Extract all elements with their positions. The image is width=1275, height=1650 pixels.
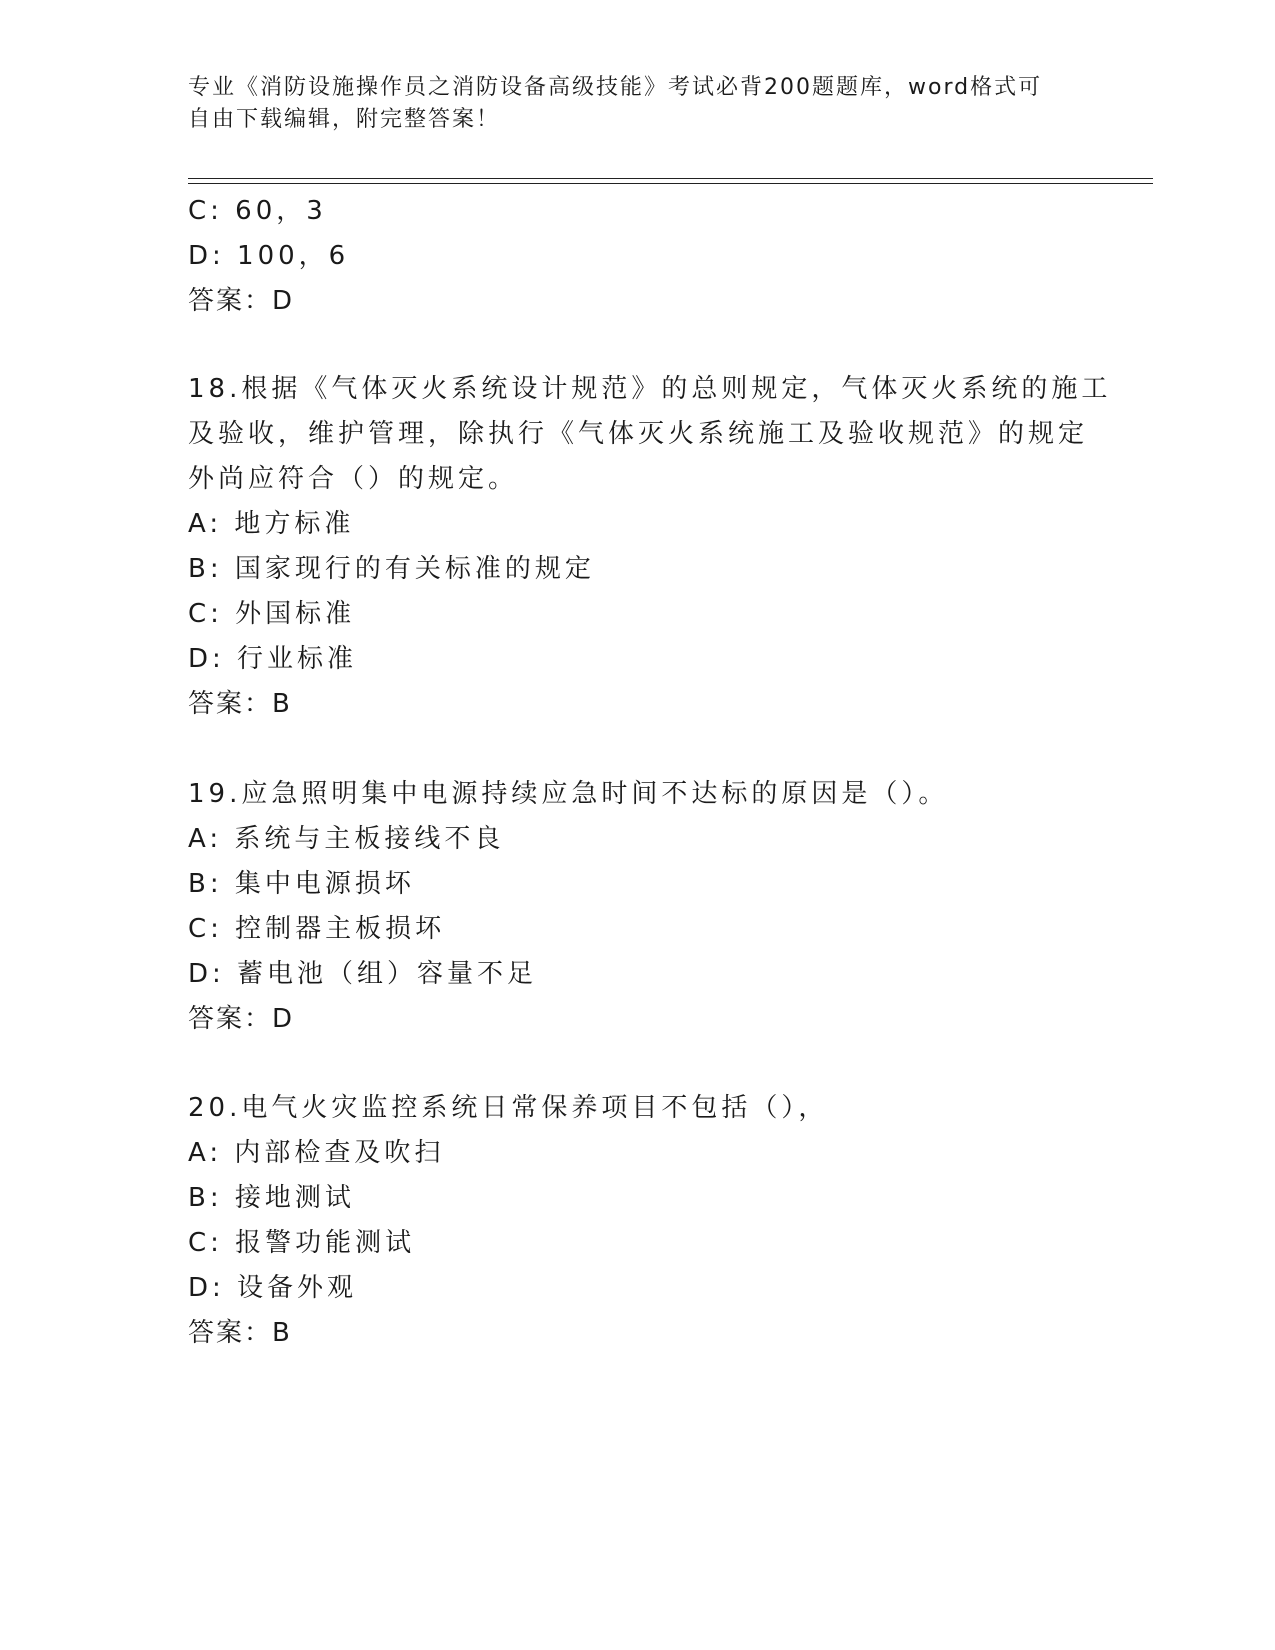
q18-stem-line-3: 外尚应符合（）的规定。 (188, 464, 519, 494)
q18-stem-line-2: 及验收，维护管理，除执行《气体灭火系统施工及验收规范》的规定 (188, 419, 1089, 449)
header-divider-bottom (188, 183, 1153, 184)
header-divider-top (188, 178, 1153, 179)
q20-option-d: D: 设备外观 (188, 1273, 358, 1303)
q19-option-a: A: 系统与主板接线不良 (188, 824, 505, 854)
q18-option-d: D: 行业标准 (188, 644, 358, 674)
q19-option-d: D: 蓄电池（组）容量不足 (188, 959, 538, 989)
q18-option-c: C: 外国标准 (188, 599, 356, 629)
header-line-1: 专业《消防设施操作员之消防设备高级技能》考试必背200题题库，word格式可 (188, 75, 1043, 100)
prev-option-d: D: 100，6 (188, 241, 350, 271)
q19-stem-line-1: 19.应急照明集中电源持续应急时间不达标的原因是（）。 (188, 779, 949, 809)
q18-stem-line-1: 18.根据《气体灭火系统设计规范》的总则规定，气体灭火系统的施工 (188, 374, 1112, 404)
page-header (188, 72, 1088, 136)
q19-answer: 答案：D (188, 1004, 295, 1034)
prev-option-c: C: 60，3 (188, 196, 327, 226)
q19-option-c: C: 控制器主板损坏 (188, 914, 446, 944)
q20-option-a: A: 内部检查及吹扫 (188, 1138, 445, 1168)
q20-stem-line-1: 20.电气火灾监控系统日常保养项目不包括（）， (188, 1093, 829, 1123)
prev-answer: 答案：D (188, 286, 295, 316)
q18-option-b: B: 国家现行的有关标准的规定 (188, 554, 595, 584)
q18-answer: 答案：B (188, 689, 292, 719)
header-line-2: 自由下载编辑，附完整答案！ (188, 107, 501, 132)
q20-option-c: C: 报警功能测试 (188, 1228, 416, 1258)
q19-option-b: B: 集中电源损坏 (188, 869, 415, 899)
q20-option-b: B: 接地测试 (188, 1183, 355, 1213)
q18-option-a: A: 地方标准 (188, 509, 355, 539)
q20-answer: 答案：B (188, 1318, 292, 1348)
